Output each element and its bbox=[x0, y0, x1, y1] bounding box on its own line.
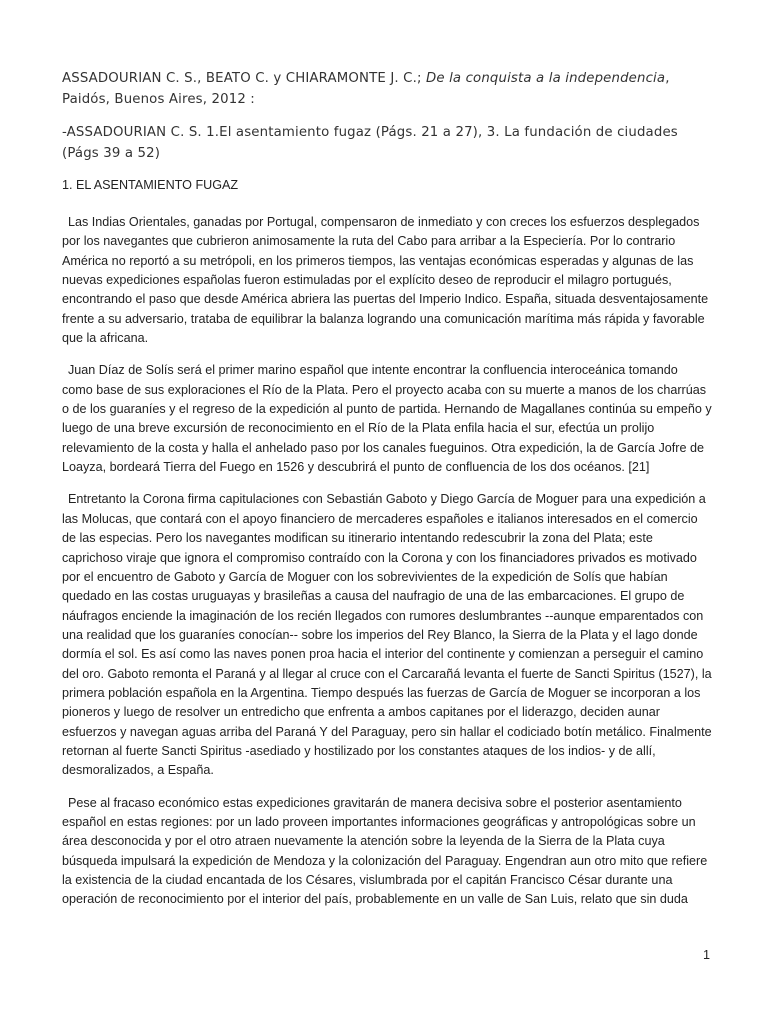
citation-authors: ASSADOURIAN C. S., BEATO C. y CHIARAMONTE J. C.; bbox=[62, 71, 422, 86]
section-heading: 1. EL ASENTAMIENTO FUGAZ bbox=[62, 178, 239, 192]
paragraph-2: Juan Díaz de Solís será el primer marino español que intente encontrar la confluencia interoceánica tomando como base de sus exploraciones el Río de la Plata. Pero el proyecto acaba con su muerte a manos de los charrúas o de los guaraníes y el regreso de la expedición al punto de partida. Hernando de Magallanes continúa su empeño y luego de una breve excursión de reconocimiento en el Río de la Plata enfila hacia el sur, efectúa un prolijo relevamiento de la costa y halla el anhelado paso por los canales fueguinos. Otra expedición, la de García Jofre de Loayza, bordeará Tierra del Fuego en 1526 y descubrirá el punto de confluencia de los dos océanos. [21] bbox=[62, 363, 712, 475]
paragraph-3: Entretanto la Corona firma capitulaciones con Sebastián Gaboto y Diego García de Moguer para una expedición a las Molucas, que contará con el apoyo financiero de mercaderes españoles e italianos interesados en el comercio de las especias. Pero los navegantes modifican su itinerario intentando redescubrir la zona del Plata; este caprichoso viraje que ignora el compromiso contraído con la Corona y con los financiadores privados es motivado por el encuentro de Gaboto y García de Moguer con los sobrevivientes de la expedición de Solís que habían quedado en las costas uruguayas y brasileñas a causa del naufragio de una de las embarcaciones. El grupo de náufragos enciende la imaginación de los recién llegados con rumores deslumbrantes --aunque emparentados con una realidad que los guaraníes conocían-- sobre los imperios del Rey Blanco, la Sierra de la Plata y el lago donde dormía el sol. Es así como las naves ponen proa hacia el interior del continente y comienzan a perseguir el camino del oro. Gaboto remonta el Paraná y al llegar al cruce con el Carcarañá levanta el fuerte de Sancti Spiritus (1527), la primera población española en la Argentina. Tiempo después las fuerzas de García de Moguer se incorporan a los pioneros y luego de resolver un entredicho que enfrenta a ambos capitanes por el liderazgo, deciden aunar esfuerzos y navegan aguas arriba del Paraná Y del Paraguay, pero sin hallar el codiciado botín metálico. Finalmente retornan al fuerte Sancti Spiritus -asediado y hostilizado por los constantes ataques de los indios- y de allí, desmoralizados, a España. bbox=[62, 492, 712, 778]
document-body bbox=[62, 68, 712, 923]
paragraph-4: Pese al fracaso económico estas expediciones gravitarán de manera decisiva sobre el posterior asentamiento español en estas regiones: por un lado proveen importantes informaciones geográficas y antropológicas sobre un área desconocida y por el otro atraen nuevamente la atención sobre la leyenda de la Sierra de la Plata cuya búsqueda impulsará la expedición de Mendoza y la colonización del Paraguay. Engendran aun otro mito que refiere la existencia de la ciudad encantada de los Césares, vislumbrada por el capitán Francisco César durante una operación de reconocimiento por el interior del país, probablemente en un valle de San Luis, relato que sin duda bbox=[62, 795, 708, 907]
citation-title: De la conquista a la independencia bbox=[425, 71, 666, 86]
citation-publisher: , Paidós, Buenos Aires, 2012 : bbox=[62, 71, 670, 107]
citation bbox=[62, 68, 712, 110]
chapters-line: -ASSADOURIAN C. S. 1.El asentamiento fugaz (Págs. 21 a 27), 3. La fundación de ciudades (Págs 39 a 52) bbox=[62, 125, 678, 161]
paragraph-1: Las Indias Orientales, ganadas por Portugal, compensaron de inmediato y con creces los esfuerzos desplegados por los navegantes que cubrieron animosamente la ruta del Cabo para arribar a la Especiería. Por lo contrario América no reportó a su metrópoli, en los primeros tiempos, las ventajas económicas esperadas y algunas de las nuevas expediciones españolas fueron estimuladas por el explícito deseo de reproducir el milagro portugués, encontrando el paso que desde América abriera las puertas del Imperio Indico. España, situada desventajosamente frente a su adversario, trataba de equilibrar la balanza logrando una comunicación marítima más rápida y favorable que la africana. bbox=[62, 215, 709, 346]
page-number: 1 bbox=[702, 948, 710, 962]
